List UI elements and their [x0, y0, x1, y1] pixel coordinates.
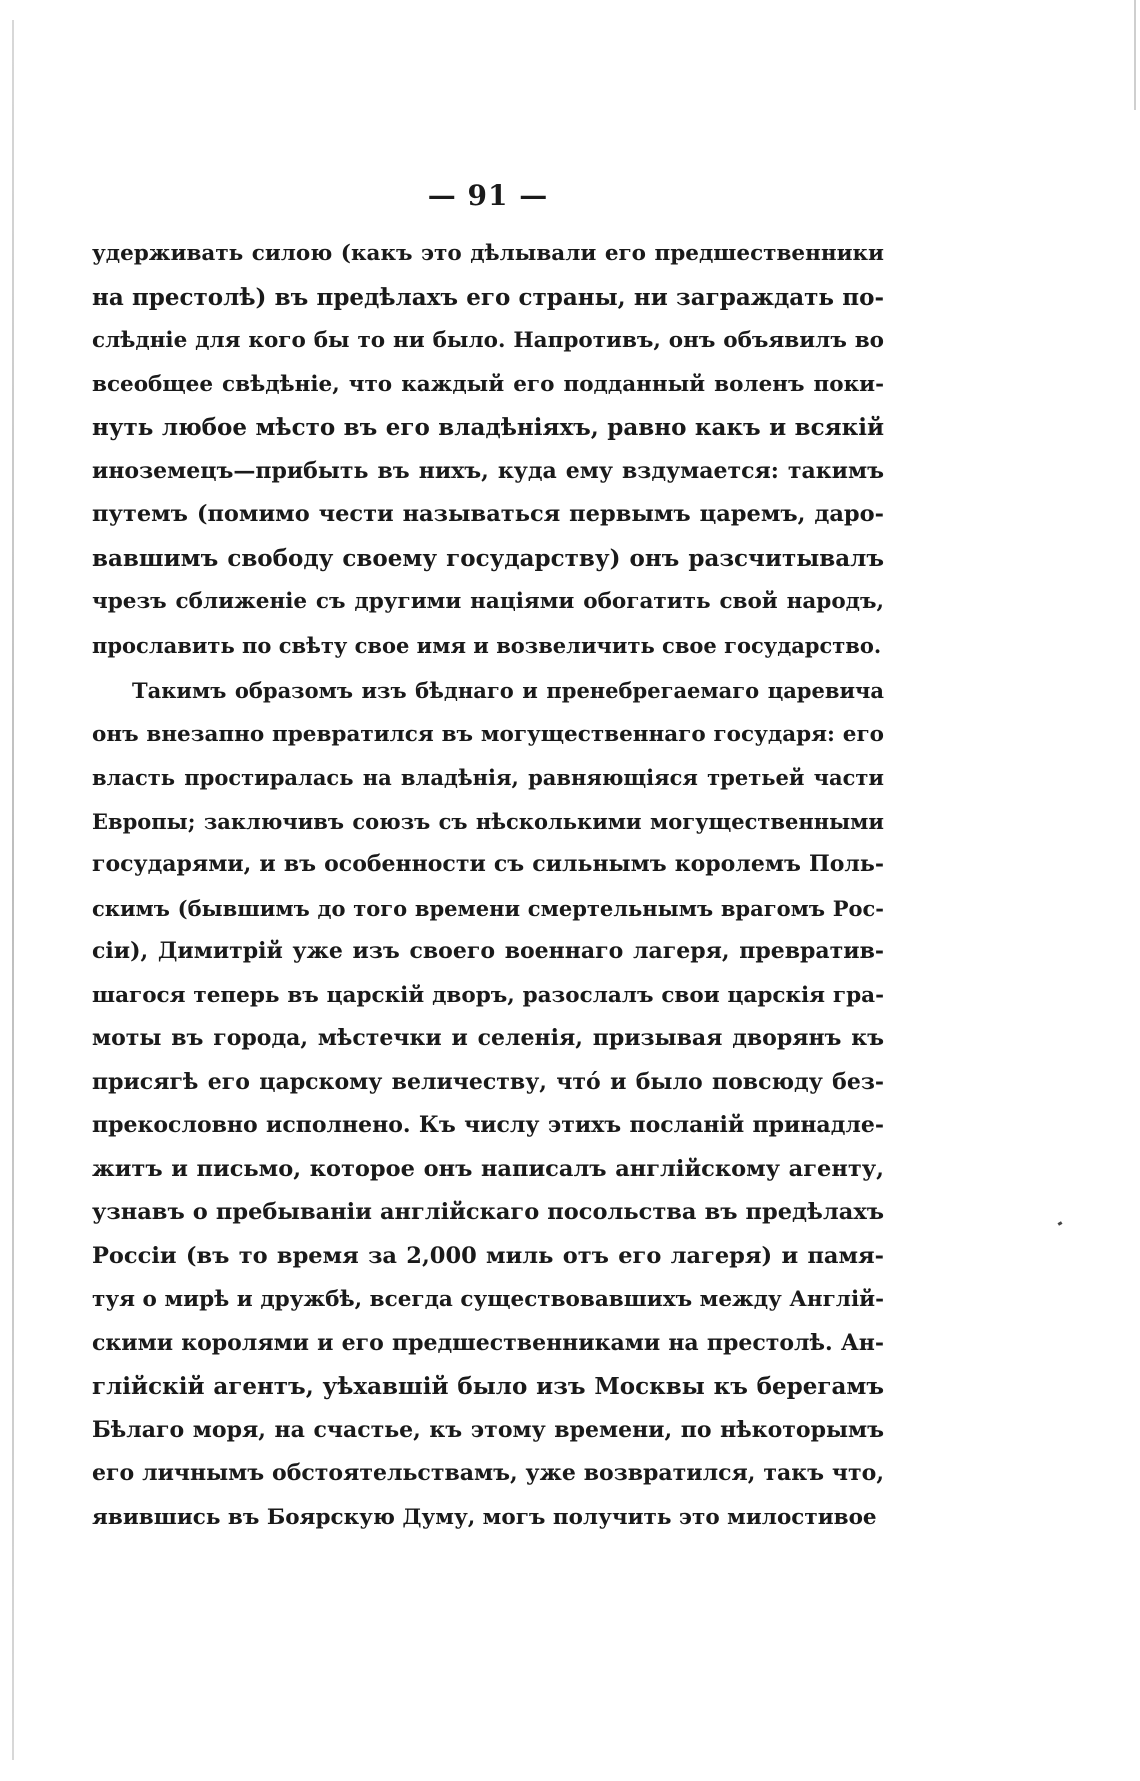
text-line: прославить по свѣту свое имя и возвеличить свое государство.	[92, 632, 882, 658]
text-line: сіи), Димитрій уже изъ своего военнаго лагеря, превратив-	[92, 938, 884, 964]
paragraph	[92, 232, 884, 667]
text-line: на престолѣ) въ предѣлахъ его страны, ни заграждать по-	[92, 283, 884, 311]
text-line: скимъ (бывшимъ до того времени смертельнымъ врагомъ Рос-	[92, 895, 884, 921]
text-line: государями, и въ особенности съ сильнымъ королемъ Поль-	[92, 851, 884, 877]
text-body	[92, 232, 884, 1539]
page-number: — 91 —	[427, 179, 549, 212]
text-line: путемъ (помимо чести называться первымъ царемъ, даро-	[92, 501, 884, 527]
text-line: слѣдніе для кого бы то ни было. Напротивъ, онъ объявилъ во	[92, 328, 884, 353]
text-line: шагося теперь въ царскій дворъ, разослалъ свои царскія гра-	[92, 982, 884, 1008]
text-line: Бѣлаго моря, на счастье, къ этому времени, по нѣкоторымъ	[92, 1416, 884, 1443]
text-line: Такимъ образомъ изъ бѣднаго и пренебрегаемаго царевича	[132, 678, 884, 703]
text-line: вавшимъ свободу своему государству) онъ разсчитывалъ	[92, 544, 884, 572]
text-line: онъ внезапно превратился въ могущественнаго государя: его	[92, 721, 884, 747]
text-line: скими королями и его предшественниками на престолѣ. Ан-	[92, 1329, 884, 1356]
text-line: узнавъ о пребываніи англійскаго посольства въ предѣлахъ	[92, 1199, 884, 1225]
text-line: житъ и письмо, которое онъ написалъ англійскому агенту,	[92, 1155, 884, 1182]
text-line: туя о мирѣ и дружбѣ, всегда существовавшихъ между Англій-	[92, 1287, 884, 1312]
text-line: явившись въ Боярскую Думу, могъ получить это милостивое	[92, 1504, 877, 1530]
text-line: моты въ города, мѣстечки и селенія, призывая дворянъ къ	[92, 1025, 884, 1051]
paragraph	[92, 669, 884, 1539]
text-line: прекословно исполнено. Къ числу этихъ посланій принадле-	[92, 1112, 884, 1138]
scan-edge-left	[12, 20, 14, 1760]
text-line: власть простиралась на владѣнія, равняющіяся третьей части	[92, 765, 884, 790]
text-line: чрезъ сближеніе съ другими націями обогатить свой народъ,	[92, 589, 884, 614]
scan-edge-right	[1134, 0, 1136, 110]
scan-speck	[1058, 1221, 1063, 1226]
text-line: всеобщее свѣдѣніе, что каждый его подданный воленъ поки-	[92, 371, 884, 397]
text-line: глійскій агентъ, уѣхавшій было изъ Москвы къ берегамъ	[92, 1373, 884, 1400]
text-line: его личнымъ обстоятельствамъ, уже возвратился, такъ что,	[92, 1460, 884, 1486]
text-line: нуть любое мѣсто въ его владѣніяхъ, равно какъ и всякій	[92, 414, 884, 441]
text-line: удерживать силою (какъ это дѣлывали его предшественники	[92, 241, 884, 266]
text-line: Европы; заключивъ союзъ съ нѣсколькими могущественными	[92, 808, 884, 834]
book-page	[92, 176, 884, 1539]
text-line: иноземецъ—прибыть въ нихъ, куда ему вздумается: такимъ	[92, 457, 884, 484]
text-line: Россіи (въ то время за 2,000 миль отъ его лагеря) и памя-	[92, 1242, 884, 1269]
text-line: присягѣ его царскому величеству, чтó и было повсюду без-	[92, 1068, 884, 1095]
